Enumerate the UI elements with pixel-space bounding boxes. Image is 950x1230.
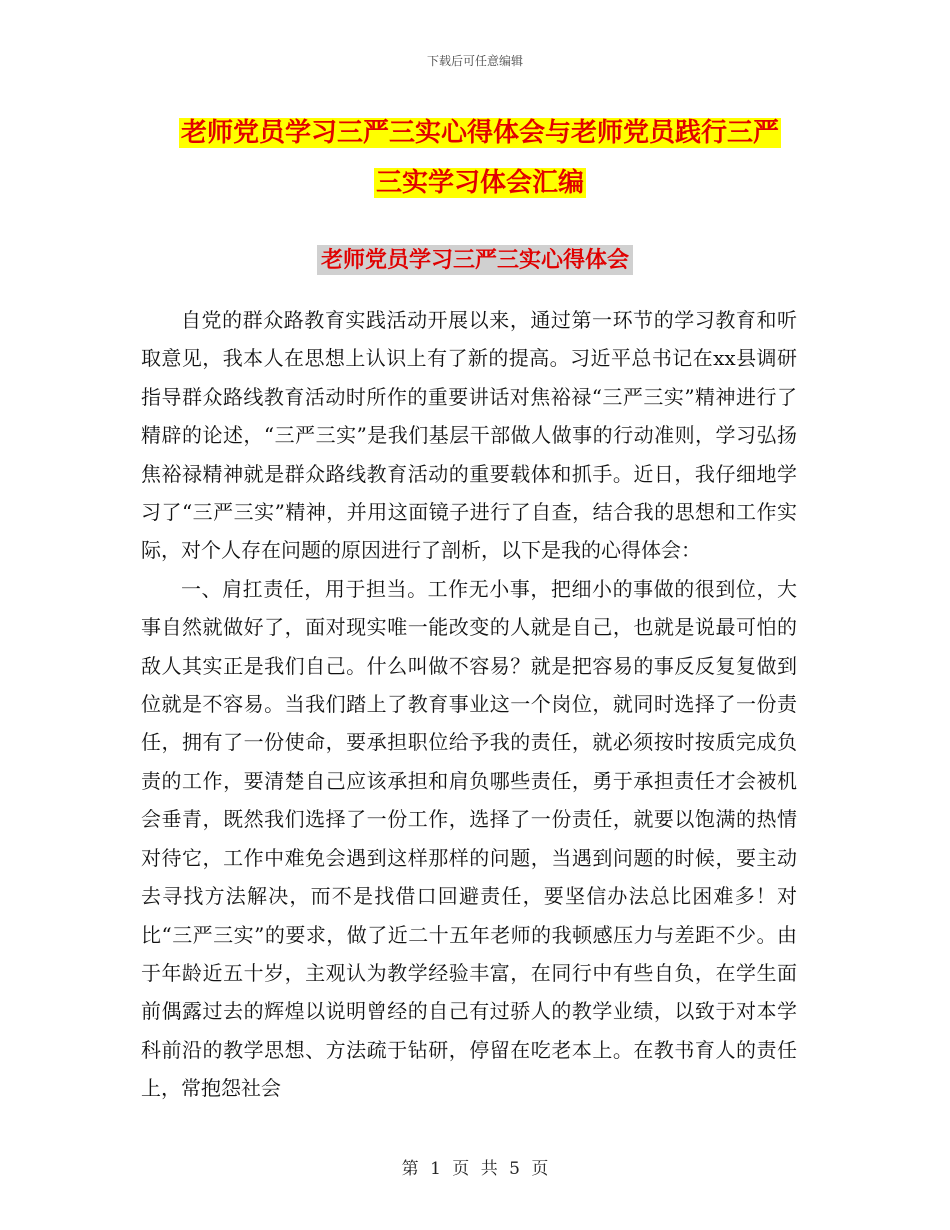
title-line-1: 老师党员学习三严三实心得体会与老师党员践行三严 (180, 118, 779, 148)
title-line-2: 三实学习体会汇编 (375, 168, 584, 198)
body-text (141, 301, 797, 1108)
document-title (140, 108, 820, 208)
paragraph-intro: 自党的群众路教育实践活动开展以来，通过第一环节的学习教育和听取意见，我本人在思想上认识上有了新的提高。习近平总书记在xx县调研指导群众路线教育活动时所作的重要讲话对焦裕禄“三严三实”精神进行了精辟的论述，“三严三实”是我们基层干部做人做事的行动准则，学习弘扬焦裕禄精神就是群众路线教育活动的重要载体和抓手。近日，我仔细地学习了“三严三实”精神，并用这面镜子进行了自查，结合我的思想和工作实际，对个人存在问题的原因进行了剖析，以下是我的心得体会： (141, 308, 797, 563)
paragraph-responsibility: 一、肩扛责任，用于担当。工作无小事，把细小的事做的很到位，大事自然就做好了，面对现实唯一能改变的人就是自己，也就是说最可怕的敌人其实正是我们自己。什么叫做不容易？就是把容易的事反反复复做到位就是不容易。当我们踏上了教育事业这一个岗位，就同时选择了一份责任，拥有了一份使命，要承担职位给予我的责任，就必须按时按质完成负责的工作，要清楚自己应该承担和肩负哪些责任，勇于承担责任才会被机会垂青，既然我们选择了一份工作，选择了一份责任，就要以饱满的热情对待它，工作中难免会遇到这样那样的问题，当遇到问题的时候，要主动去寻找方法解决，而不是找借口回避责任，要坚信办法总比困难多！对比“三严三实”的要求，做了近二十五年老师的我顿感压力与差距不少。由于年龄近五十岁，主观认为教学经验丰富，在同行中有些自负，在学生面前偶露过去的辉煌以说明曾经的自己有过骄人的教学业绩，以致于对本学科前沿的教学思想、方法疏于钻研，停留在吃老本上。在教书育人的责任上，常抱怨社会 (141, 576, 797, 1101)
section-title-text: 老师党员学习三严三实心得体会 (317, 245, 633, 275)
header-note: 下载后可任意编辑 (426, 54, 523, 68)
page-footer: 第 1 页 共 5 页 (401, 1159, 549, 1179)
section-title (0, 240, 950, 280)
